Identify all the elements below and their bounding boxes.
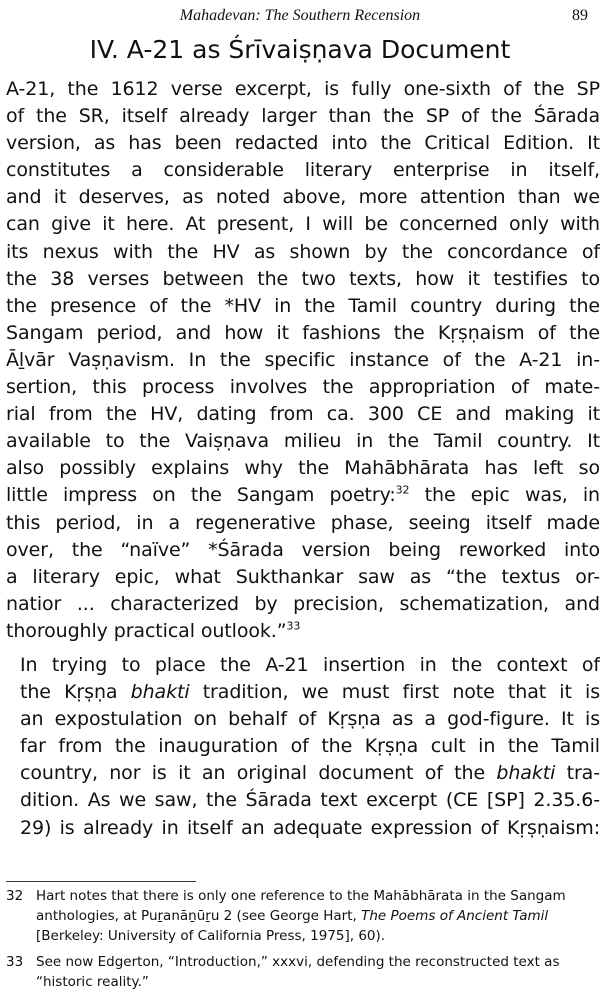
footnote-line	[36, 906, 596, 926]
section-heading: IV. A-21 as Śrīvaiṣṇava Document	[89, 35, 511, 64]
footnote-33	[6, 952, 596, 992]
italic-term: bhakti	[130, 681, 190, 704]
text-line: also possibly explains why the Mahābhārata has left so	[6, 457, 600, 480]
footnote-line: See now Edgerton, “Introduction,” xxxvi, defending the reconstructed text as	[36, 954, 560, 970]
text-line: rial from the HV, dating from ca. 300 CE and making it	[6, 403, 600, 426]
text-line: the presence of the *HV in the Tamil country during the	[6, 294, 600, 317]
text-fragment: the Kṛṣṇa	[20, 681, 131, 704]
book-title: The Poems of Ancient Tamil	[361, 908, 549, 924]
running-head	[0, 6, 600, 26]
text-line	[6, 760, 600, 787]
footnote-ref: 33	[286, 619, 301, 633]
footnote-line: Hart notes that there is only one reference to the Mahābhārata in the Sangam	[36, 888, 566, 904]
footnote-line: [Berkeley: University of California Press, 1975], 60).	[36, 928, 386, 944]
text-line: version, as has been redacted into the Critical Edition. It	[6, 132, 600, 155]
text-line: natior ... characterized by precision, schematization, and	[6, 592, 600, 615]
body-text	[6, 76, 600, 849]
footnote-32	[6, 886, 596, 946]
text-line	[6, 618, 600, 645]
text-line: available to the Vaiṣṇava milieu in the Tamil country. It	[6, 430, 600, 453]
page-number: 89	[572, 7, 588, 24]
paragraph-1	[6, 76, 600, 645]
text-line: dition. As we saw, the Śārada text excerpt (CE [SP] 2.35.6-	[20, 789, 600, 812]
text-line: In trying to place the A-21 insertion in the context of	[20, 653, 600, 676]
text-line: constitutes a considerable literary enterprise in itself,	[6, 159, 600, 182]
text-fragment: tra-	[555, 762, 600, 785]
footnotes	[6, 886, 596, 998]
text-line: of the SR, itself already larger than the SP of the Śārada	[6, 105, 600, 128]
text-fragment: country, nor is it an original document of the	[20, 762, 497, 785]
text-line: over, the “naïve” *Śārada version being reworked into	[6, 538, 600, 561]
footnote-ref: 32	[395, 484, 410, 498]
text-line: can give it here. At present, I will be concerned only with	[6, 213, 600, 236]
text-fragment: thoroughly practical outlook.”	[6, 619, 287, 642]
text-line: Āḻvār Vaṣṇavism. In the specific instance of the A-21 in-	[6, 348, 600, 371]
footnote-divider	[6, 881, 196, 882]
text-fragment: the epic was, in	[409, 484, 600, 507]
text-fragment: little impress on the Sangam poetry:	[6, 484, 396, 507]
footnote-line: “historic reality.”	[36, 974, 149, 990]
text-line	[6, 482, 600, 509]
text-line: its nexus with the HV as shown by the concordance of	[6, 240, 600, 263]
text-line: an expostulation on behalf of Kṛṣṇa as a god-figure. It is	[20, 708, 600, 731]
text-line: sertion, this process involves the appropriation of mate-	[6, 376, 600, 399]
text-line: Sangam period, and how it fashions the Kṛṣṇaism of the	[6, 321, 600, 344]
text-line: a literary epic, what Sukthankar saw as “the textus or-	[6, 565, 600, 588]
text-line	[6, 679, 600, 706]
footnote-number: 33	[6, 954, 24, 970]
paragraph-2	[6, 652, 600, 842]
italic-term: bhakti	[496, 762, 556, 785]
running-title: Mahadevan: The Southern Recension	[179, 7, 421, 24]
text-line: the 38 verses between the two texts, how it testifies to	[6, 267, 600, 290]
text-fragment: tradition, we must first note that it is	[189, 681, 600, 704]
text-line: 29) is already in itself an adequate expression of Kṛṣṇaism:	[20, 816, 600, 839]
text-line: A-21, the 1612 verse excerpt, is fully one-sixth of the SP	[6, 78, 600, 100]
text-line: this period, in a regenerative phase, seeing itself made	[6, 511, 600, 534]
text-line: far from the inauguration of the Kṛṣṇa cult in the Tamil	[20, 735, 600, 758]
text-fragment: anthologies, at Puṟanāṉūṟu 2 (see George Hart,	[36, 908, 362, 924]
text-line: and it deserves, as noted above, more attention than we	[6, 186, 600, 209]
footnote-number: 32	[6, 888, 24, 904]
